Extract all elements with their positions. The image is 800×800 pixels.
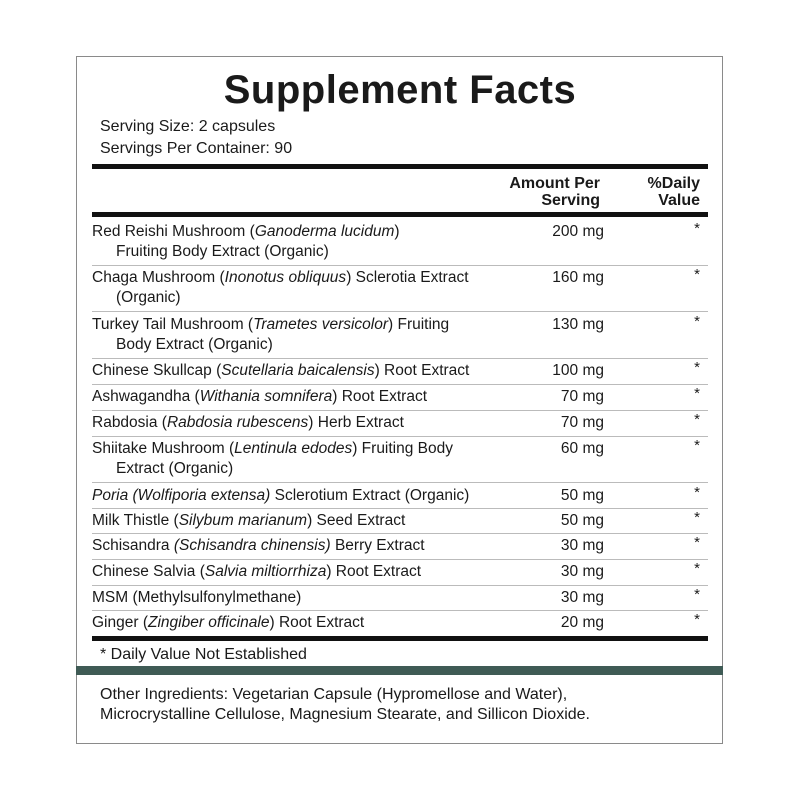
ingredient-name-text: Milk Thistle ( <box>92 512 179 529</box>
row-divider <box>92 559 708 560</box>
ingredient-name-text: Turkey Tail Mushroom ( <box>92 316 254 333</box>
ingredient-name <box>92 268 528 308</box>
ingredient-name-text: ) Root Extract <box>269 614 365 631</box>
ingredient-name <box>92 588 528 608</box>
ingredient-name <box>92 315 528 355</box>
amount-header-line2: Serving <box>541 192 600 209</box>
row-divider <box>92 358 708 359</box>
ingredient-latin-name: Scutellaria baicalensis <box>221 362 375 379</box>
ingredient-latin-name: Salvia miltiorrhiza <box>204 563 327 580</box>
ingredient-daily-value: * <box>694 484 700 501</box>
ingredient-name-text: ) Herb Extract <box>308 414 404 431</box>
bottom-thick-rule <box>92 636 708 641</box>
ingredient-name <box>92 361 528 381</box>
ingredient-name-text: ) Sclerotia Extract <box>346 269 469 286</box>
top-thick-rule <box>92 164 708 169</box>
other-ingredients-line2: Microcrystalline Cellulose, Magnesium Stearate, and Sillicon Dioxide. <box>100 706 590 723</box>
dv-header-line1: %Daily <box>647 175 700 192</box>
ingredient-name-text: Berry Extract <box>330 537 425 554</box>
ingredient-name <box>92 439 528 479</box>
ingredient-daily-value: * <box>694 313 700 330</box>
ingredient-name-text: Schisandra <box>92 537 174 554</box>
ingredient-line2: Fruiting Body Extract (Organic) <box>116 243 329 260</box>
ingredient-name <box>92 562 528 582</box>
row-divider <box>92 610 708 611</box>
ingredient-amount: 200 mg <box>552 223 604 240</box>
ingredient-name <box>92 387 528 407</box>
ingredient-line1 <box>92 537 425 554</box>
ingredient-name <box>92 413 528 433</box>
ingredient-daily-value: * <box>694 437 700 454</box>
ingredient-line1 <box>92 316 449 333</box>
ingredient-latin-name: Poria (Wolfiporia extensa) <box>92 487 271 504</box>
ingredient-name-text: Chinese Salvia ( <box>92 563 205 580</box>
servings-per-container: Servings Per Container: 90 <box>100 140 293 157</box>
ingredient-daily-value: * <box>694 509 700 526</box>
amount-header-line1: Amount Per <box>509 175 600 192</box>
other-ingredients <box>100 685 700 725</box>
ingredient-line2: Extract (Organic) <box>116 460 234 477</box>
ingredient-line1 <box>92 589 301 606</box>
ingredient-name-text: Chinese Skullcap ( <box>92 362 222 379</box>
ingredient-line1 <box>92 614 364 631</box>
ingredient-amount: 30 mg <box>560 563 604 580</box>
ingredient-amount: 70 mg <box>560 414 604 431</box>
ingredient-daily-value: * <box>694 611 700 628</box>
ingredient-name-text: ) Fruiting Body <box>352 440 454 457</box>
ingredient-name-text: Sclerotium Extract (Organic) <box>270 487 470 504</box>
ingredient-name <box>92 222 528 262</box>
footnote: * Daily Value Not Established <box>100 646 307 663</box>
ingredient-amount: 130 mg <box>552 316 604 333</box>
ingredient-latin-name: Withania somnifera <box>199 388 333 405</box>
ingredient-amount: 50 mg <box>560 512 604 529</box>
ingredient-latin-name: Lentinula edodes <box>234 440 353 457</box>
ingredient-name-text: Shiitake Mushroom ( <box>92 440 235 457</box>
ingredient-daily-value: * <box>694 586 700 603</box>
ingredient-line1 <box>92 223 400 240</box>
ingredient-name-text: Ashwagandha ( <box>92 388 200 405</box>
ingredient-line1 <box>92 388 427 405</box>
ingredient-latin-name: Ganoderma lucidum <box>254 223 395 240</box>
ingredient-line1 <box>92 269 469 286</box>
ingredient-amount: 30 mg <box>560 537 604 554</box>
ingredient-line1 <box>92 440 453 457</box>
ingredient-name <box>92 511 528 531</box>
ingredient-line2: (Organic) <box>116 289 181 306</box>
ingredient-daily-value: * <box>694 534 700 551</box>
ingredient-amount: 30 mg <box>560 589 604 606</box>
ingredient-amount: 50 mg <box>560 487 604 504</box>
ingredient-amount: 160 mg <box>552 269 604 286</box>
ingredient-amount: 20 mg <box>560 614 604 631</box>
row-divider <box>92 482 708 483</box>
ingredient-amount: 70 mg <box>560 388 604 405</box>
ingredient-amount: 100 mg <box>552 362 604 379</box>
row-divider <box>92 311 708 312</box>
ingredient-line1 <box>92 487 469 504</box>
ingredient-daily-value: * <box>694 560 700 577</box>
ingredient-name <box>92 613 528 633</box>
row-divider <box>92 508 708 509</box>
row-divider <box>92 384 708 385</box>
ingredient-name-text: MSM (Methylsulfonylmethane) <box>92 589 302 606</box>
ingredient-name <box>92 486 528 506</box>
ingredient-latin-name: Silybum marianum <box>178 512 308 529</box>
ingredient-name-text: ) <box>394 223 400 240</box>
ingredient-latin-name: Inonotus obliquus <box>224 269 347 286</box>
facts-title: Supplement Facts <box>223 68 577 112</box>
ingredient-daily-value: * <box>694 411 700 428</box>
ingredient-name-text: ) Fruiting <box>388 316 450 333</box>
ingredient-line1 <box>92 512 405 529</box>
ingredient-daily-value: * <box>694 266 700 283</box>
row-divider <box>92 585 708 586</box>
ingredient-name-text: Rabdosia ( <box>92 414 167 431</box>
ingredient-line1 <box>92 362 469 379</box>
ingredient-name-text: Red Reishi Mushroom ( <box>92 223 255 240</box>
row-divider <box>92 436 708 437</box>
row-divider <box>92 265 708 266</box>
ingredient-name-text: ) Seed Extract <box>307 512 406 529</box>
header-thick-rule <box>92 212 708 217</box>
ingredient-line1 <box>92 563 421 580</box>
ingredient-amount: 60 mg <box>560 440 604 457</box>
ingredient-latin-name: Rabdosia rubescens <box>166 414 309 431</box>
ingredient-name-text: ) Root Extract <box>332 388 427 405</box>
amount-header <box>480 175 600 209</box>
serving-size: Serving Size: 2 capsules <box>100 118 276 135</box>
dv-header <box>620 175 700 209</box>
accent-bar <box>76 666 723 675</box>
ingredient-name-text: ) Root Extract <box>326 563 422 580</box>
ingredient-daily-value: * <box>694 359 700 376</box>
ingredient-line1 <box>92 414 404 431</box>
ingredient-name <box>92 536 528 556</box>
dv-header-line2: Value <box>658 192 700 209</box>
row-divider <box>92 533 708 534</box>
ingredient-name-text: Chaga Mushroom ( <box>92 269 225 286</box>
ingredient-daily-value: * <box>694 385 700 402</box>
ingredient-latin-name: (Schisandra chinensis) <box>173 537 331 554</box>
row-divider <box>92 410 708 411</box>
other-ingredients-line1: Other Ingredients: Vegetarian Capsule (Hypromellose and Water), <box>100 686 568 703</box>
ingredient-name-text: ) Root Extract <box>374 362 470 379</box>
ingredient-latin-name: Zingiber officinale <box>148 614 270 631</box>
ingredient-daily-value: * <box>694 220 700 237</box>
ingredient-line2: Body Extract (Organic) <box>116 336 273 353</box>
ingredient-name-text: Ginger ( <box>92 614 148 631</box>
ingredient-latin-name: Trametes versicolor <box>253 316 389 333</box>
